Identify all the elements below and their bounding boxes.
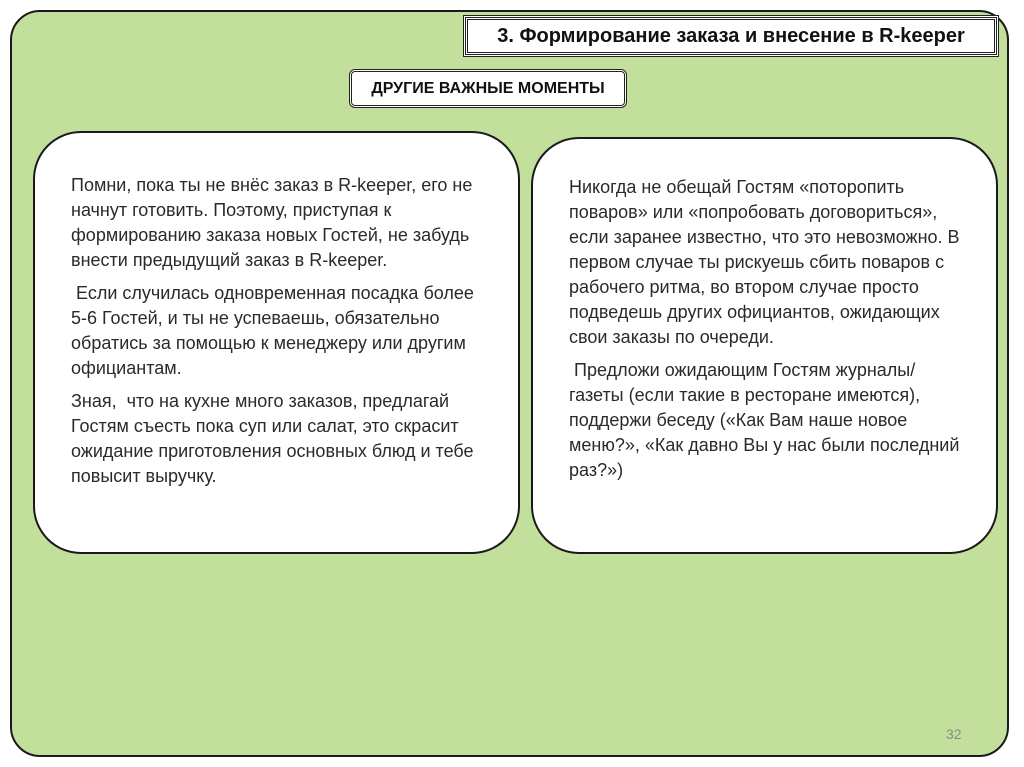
right-card-paragraph: Предложи ожидающим Гостям журналы/ газеты (если такие в ресторане имеются), поддержи беседу («Как Вам наше новое меню?», «Как давно Вы у нас были последний раз?»): [569, 360, 965, 480]
left-card-paragraph: Помни, пока ты не внёс заказ в R-keeper, его не начнут готовить. Поэтому, приступая к формированию заказа новых Гостей, не забудь внести предыдущий заказ в R-keeper.: [71, 175, 473, 270]
right-card-paragraph: Никогда не обещай Гостям «поторопить поваров» или «попробовать договориться», если заранее известно, что это невозможно. В первом случае ты рискуешь сбить поваров с рабочего ритма, во втором случае просто подведешь других официантов, ожидающих свои заказы по очереди.: [569, 177, 960, 347]
right-info-card: [531, 137, 998, 554]
left-card-paragraph: Зная, что на кухне много заказов, предлагай Гостям съесть пока суп или салат, это скрасит ожидание приготовления основных блюд и тебе повысит выручку.: [71, 391, 479, 486]
left-info-card: [33, 131, 520, 554]
left-card-paragraph: Если случилась одновременная посадка более 5-6 Гостей, и ты не успеваешь, обязательно обратись за помощью к менеджеру или другим официантам.: [71, 283, 479, 378]
page-number: 32: [946, 726, 962, 742]
section-heading: ДРУГИЕ ВАЖНЫЕ МОМЕНТЫ: [349, 69, 627, 108]
slide-title: 3. Формирование заказа и внесение в R-keeper: [463, 15, 999, 57]
